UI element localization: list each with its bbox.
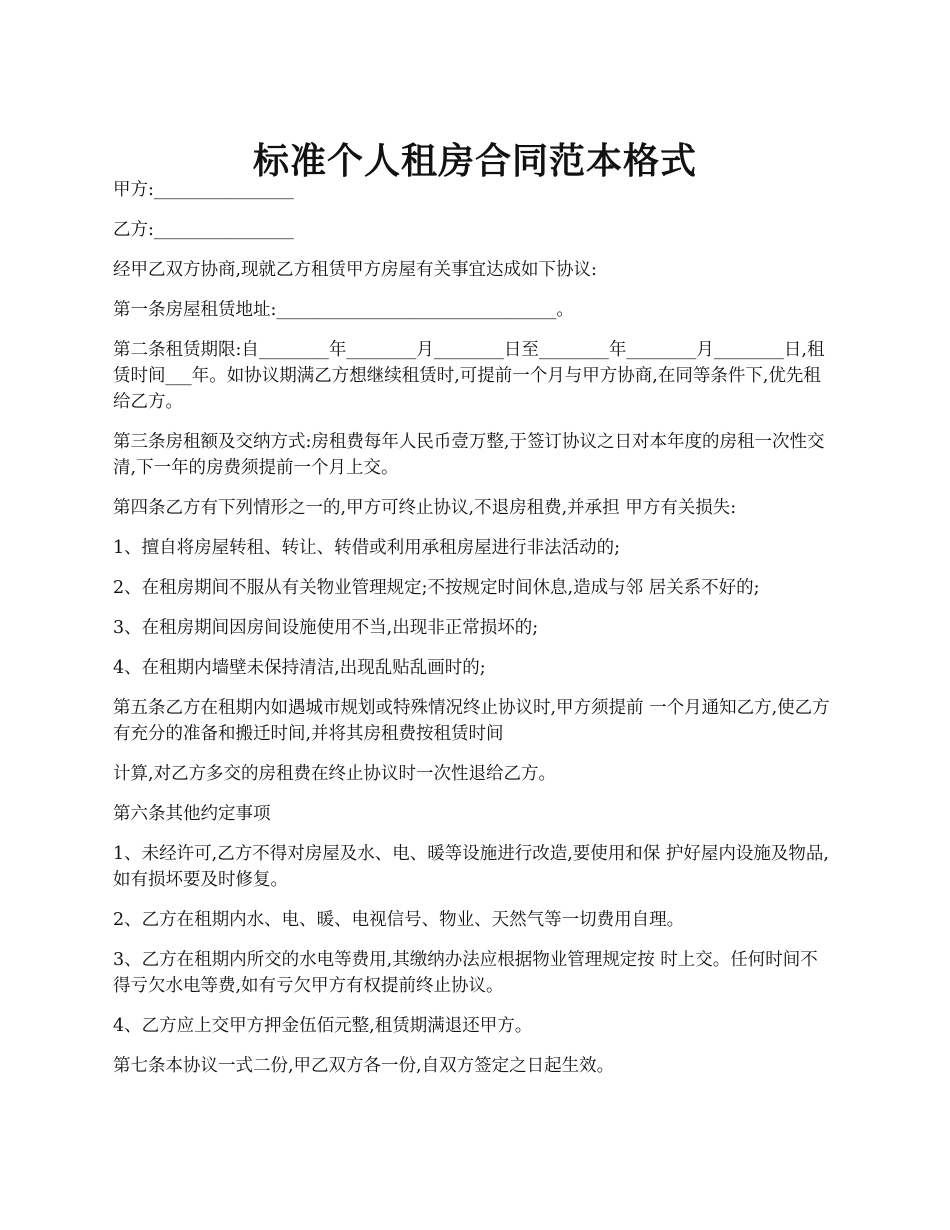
- document-body: [113, 177, 833, 1093]
- party-b-line: 乙方:________________: [113, 220, 294, 240]
- article-4: 第四条乙方有下列情形之一的,甲方可终止协议,不退房租费,并承担 甲方有关损失:: [113, 498, 737, 518]
- article-4-item-2: 2、在租房期间不服从有关物业管理规定;不按规定时间休息,造成与邻 居关系不好的;: [113, 578, 760, 598]
- article-5-continued: 计算,对乙方多交的房租费在终止协议时一次性退给乙方。: [113, 764, 557, 784]
- article-6-item-3: 3、乙方在租期内所交的水电等费用,其缴纳办法应根据物业管理规定按 时上交。任何时间不得亏欠水电等费,如有亏欠甲方有权提前终止协议。: [113, 950, 818, 996]
- article-4-item-4: 4、在租期内墙壁未保持清洁,出现乱贴乱画时的;: [113, 658, 486, 678]
- article-3: 第三条房租额及交纳方式:房租费每年人民币壹万整,于签订协议之日对本年度的房租一次性交清,下一年的房费须提前一个月上交。: [113, 432, 825, 478]
- article-7: 第七条本协议一式二份,甲乙双方各一份,自双方签定之日起生效。: [113, 1056, 615, 1076]
- article-1: 第一条房屋租赁地址:________________________________。: [113, 300, 574, 320]
- article-4-item-3: 3、在租房期间因房间设施使用不当,出现非正常损坏的;: [113, 618, 539, 638]
- article-6: 第六条其他约定事项: [113, 804, 271, 824]
- article-4-item-1: 1、擅自将房屋转租、转让、转借或利用承租房屋进行非法活动的;: [113, 538, 621, 558]
- article-6-item-4: 4、乙方应上交甲方押金伍佰元整,租赁期满退还甲方。: [113, 1016, 533, 1036]
- document-title: 标准个人租房合同范本格式: [252, 140, 697, 183]
- article-5: 第五条乙方在租期内如遇城市规划或特殊情况终止协议时,甲方须提前 一个月通知乙方,使乙方有充分的准备和搬迁时间,并将其房租费按租赁时间: [113, 698, 830, 744]
- article-2: 第二条租赁期限:自________年________月________日至________年________月________日,租赁时间___年。如协议期满乙方想继续租赁时,可提前一个月与甲方协商,在同等条件下,优先租给乙方。: [113, 340, 825, 412]
- intro-paragraph: 经甲乙双方协商,现就乙方租赁甲方房屋有关事宜达成如下协议:: [113, 260, 597, 280]
- article-6-item-1: 1、未经许可,乙方不得对房屋及水、电、暖等设施进行改造,要使用和保 护好屋内设施及物品,如有损坏要及时修复。: [113, 844, 829, 890]
- party-a-line: 甲方:________________: [113, 180, 294, 200]
- article-6-item-2: 2、乙方在租期内水、电、暖、电视信号、物业、天然气等一切费用自理。: [113, 910, 685, 930]
